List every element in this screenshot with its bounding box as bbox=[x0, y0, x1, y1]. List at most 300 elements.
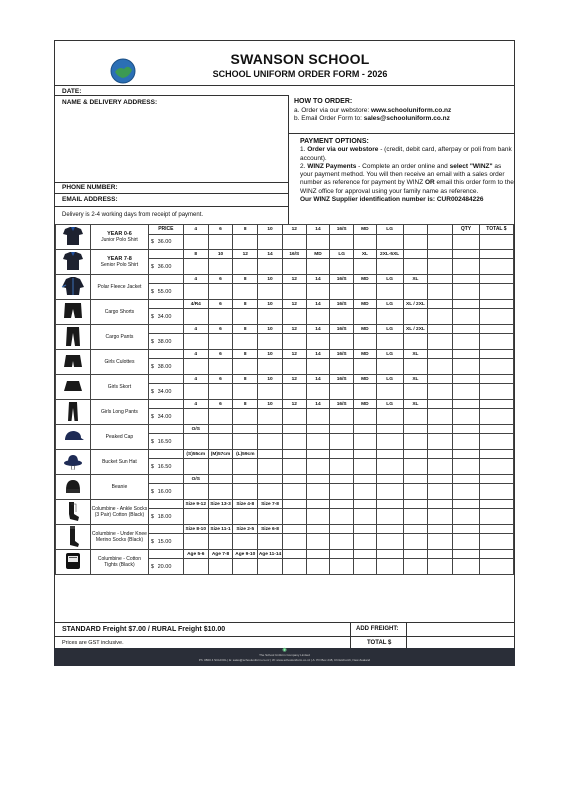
size-qty-cell[interactable] bbox=[208, 409, 233, 425]
size-qty-cell[interactable] bbox=[330, 534, 354, 550]
total-cell[interactable] bbox=[479, 284, 513, 300]
total-cell[interactable] bbox=[479, 484, 513, 500]
size-qty-cell[interactable] bbox=[306, 309, 330, 325]
size-qty-cell[interactable] bbox=[330, 334, 354, 350]
item-icon-cell bbox=[56, 550, 91, 575]
size-label bbox=[330, 425, 354, 434]
size-qty-cell[interactable] bbox=[428, 509, 453, 525]
size-qty-cell[interactable] bbox=[208, 259, 233, 275]
size-qty-cell[interactable] bbox=[330, 434, 354, 450]
size-qty-cell[interactable] bbox=[376, 434, 403, 450]
size-qty-cell[interactable] bbox=[208, 509, 233, 525]
size-qty-cell[interactable] bbox=[428, 284, 453, 300]
size-qty-cell[interactable] bbox=[403, 234, 428, 249]
size-qty-cell[interactable] bbox=[306, 484, 330, 500]
total-spacer bbox=[479, 425, 513, 434]
webstore-link[interactable]: www.schooluniform.co.nz bbox=[370, 106, 452, 114]
size-qty-cell[interactable] bbox=[282, 484, 306, 500]
size-label: LG bbox=[376, 325, 403, 334]
size-label: MD bbox=[354, 275, 377, 284]
size-qty-cell[interactable] bbox=[403, 409, 428, 425]
item-year-label: YEAR 7-8 bbox=[107, 256, 132, 262]
qty-spacer bbox=[453, 250, 480, 259]
size-qty-cell[interactable] bbox=[282, 434, 306, 450]
size-label: 16/S bbox=[330, 325, 354, 334]
size-label bbox=[330, 550, 354, 559]
size-label bbox=[282, 475, 306, 484]
price-spacer bbox=[148, 300, 183, 309]
item-name bbox=[91, 550, 149, 575]
size-label: 6 bbox=[208, 375, 233, 384]
size-qty-cell[interactable] bbox=[376, 509, 403, 525]
size-qty-cell[interactable] bbox=[403, 259, 428, 275]
size-qty-cell[interactable] bbox=[306, 234, 330, 249]
item-price: 34.00 bbox=[158, 409, 184, 425]
size-qty-cell[interactable] bbox=[183, 434, 208, 450]
item-description: Columbine - Under Knee Merino Socks (Black) bbox=[91, 531, 147, 543]
size-qty-cell[interactable] bbox=[282, 559, 306, 575]
qty-cell[interactable] bbox=[453, 234, 480, 249]
size-label: 12 bbox=[282, 400, 306, 409]
item-year-label: YEAR 0-6 bbox=[107, 231, 132, 237]
sales-email-link[interactable]: sales@schooluniform.co.nz bbox=[363, 115, 450, 122]
size-qty-cell[interactable] bbox=[330, 509, 354, 525]
size-qty-cell[interactable] bbox=[258, 384, 283, 400]
size-qty-cell[interactable] bbox=[330, 559, 354, 575]
item-icon-cell bbox=[56, 275, 91, 300]
size-qty-cell[interactable] bbox=[428, 384, 453, 400]
size-qty-cell[interactable] bbox=[233, 409, 258, 425]
size-qty-cell[interactable] bbox=[282, 509, 306, 525]
how-to-heading: HOW TO ORDER: bbox=[294, 98, 353, 105]
size-qty-cell[interactable] bbox=[330, 459, 354, 475]
size-qty-cell[interactable] bbox=[354, 359, 377, 375]
size-label bbox=[428, 250, 453, 259]
size-qty-cell[interactable] bbox=[258, 459, 283, 475]
beanie-icon bbox=[61, 475, 85, 497]
size-qty-cell[interactable] bbox=[183, 509, 208, 525]
size-label bbox=[354, 500, 377, 509]
size-qty-cell[interactable] bbox=[183, 409, 208, 425]
size-qty-cell[interactable] bbox=[258, 359, 283, 375]
size-qty-cell[interactable] bbox=[376, 534, 403, 550]
total-cell[interactable] bbox=[479, 309, 513, 325]
skort-icon bbox=[61, 375, 85, 397]
item-description: Peaked Cap bbox=[105, 434, 134, 440]
qty-cell[interactable] bbox=[453, 534, 480, 550]
size-qty-cell[interactable] bbox=[208, 559, 233, 575]
tights-icon bbox=[61, 550, 85, 572]
size-qty-cell[interactable] bbox=[403, 309, 428, 325]
size-qty-cell[interactable] bbox=[258, 434, 283, 450]
size-qty-cell[interactable] bbox=[282, 334, 306, 350]
size-qty-cell[interactable] bbox=[354, 384, 377, 400]
size-qty-cell[interactable] bbox=[330, 484, 354, 500]
size-label: MD bbox=[306, 250, 330, 259]
size-qty-cell[interactable] bbox=[208, 309, 233, 325]
item-icon-cell bbox=[56, 500, 91, 525]
size-qty-cell[interactable] bbox=[183, 484, 208, 500]
item-name bbox=[91, 450, 149, 475]
qty-cell[interactable] bbox=[453, 459, 480, 475]
size-label bbox=[428, 550, 453, 559]
size-qty-cell[interactable] bbox=[403, 384, 428, 400]
total-spacer bbox=[479, 525, 513, 534]
size-qty-cell[interactable] bbox=[282, 259, 306, 275]
size-qty-cell[interactable] bbox=[354, 509, 377, 525]
size-qty-cell[interactable] bbox=[258, 484, 283, 500]
size-qty-cell[interactable] bbox=[330, 259, 354, 275]
size-qty-cell[interactable] bbox=[354, 309, 377, 325]
total-cell[interactable] bbox=[479, 559, 513, 575]
size-qty-cell[interactable] bbox=[258, 309, 283, 325]
size-qty-cell[interactable] bbox=[428, 434, 453, 450]
size-label: 8 bbox=[233, 325, 258, 334]
size-qty-cell[interactable] bbox=[208, 534, 233, 550]
size-qty-cell[interactable] bbox=[306, 534, 330, 550]
item-description: Polar Fleece Jacket bbox=[97, 284, 142, 290]
size-label: 6 bbox=[208, 300, 233, 309]
size-qty-cell[interactable] bbox=[306, 559, 330, 575]
size-qty-cell[interactable] bbox=[403, 284, 428, 300]
size-qty-cell[interactable] bbox=[183, 534, 208, 550]
size-qty-cell[interactable] bbox=[282, 284, 306, 300]
size-label bbox=[376, 525, 403, 534]
qty-cell[interactable] bbox=[453, 559, 480, 575]
total-cell[interactable] bbox=[479, 459, 513, 475]
size-label: 16/S bbox=[282, 250, 306, 259]
total-cell[interactable] bbox=[479, 259, 513, 275]
school-name: SWANSON SCHOOL bbox=[230, 51, 370, 67]
size-qty-cell[interactable] bbox=[233, 459, 258, 475]
item-icon-cell bbox=[56, 525, 91, 550]
size-qty-cell[interactable] bbox=[183, 559, 208, 575]
size-qty-cell[interactable] bbox=[233, 509, 258, 525]
item-price: 16.50 bbox=[158, 459, 184, 475]
size-qty-cell[interactable] bbox=[376, 284, 403, 300]
size-label: 14 bbox=[306, 225, 330, 235]
size-label: 16/S bbox=[330, 400, 354, 409]
item-size-row bbox=[56, 300, 514, 309]
total-cell[interactable] bbox=[479, 409, 513, 425]
item-size-row bbox=[56, 525, 514, 534]
size-qty-cell[interactable] bbox=[282, 459, 306, 475]
size-qty-cell[interactable] bbox=[354, 234, 377, 249]
size-qty-cell[interactable] bbox=[330, 384, 354, 400]
size-qty-cell[interactable] bbox=[428, 559, 453, 575]
size-qty-cell[interactable] bbox=[282, 309, 306, 325]
size-qty-cell[interactable] bbox=[354, 559, 377, 575]
size-qty-cell[interactable] bbox=[258, 284, 283, 300]
add-freight-label: ADD FREIGHT: bbox=[356, 626, 399, 632]
size-label: Age 9-10 bbox=[233, 550, 258, 559]
size-qty-cell[interactable] bbox=[233, 434, 258, 450]
payment-option-1: 1. Order via our webstore - (credit, debit card, afterpay or poli from bank account). bbox=[300, 146, 512, 162]
size-qty-cell[interactable] bbox=[258, 234, 283, 249]
item-price: 38.00 bbox=[158, 359, 184, 375]
size-qty-cell[interactable] bbox=[403, 534, 428, 550]
size-label: 4 bbox=[183, 225, 208, 235]
size-qty-cell[interactable] bbox=[233, 309, 258, 325]
size-qty-cell[interactable] bbox=[183, 284, 208, 300]
size-qty-cell[interactable] bbox=[403, 434, 428, 450]
qty-cell[interactable] bbox=[453, 509, 480, 525]
size-qty-cell[interactable] bbox=[208, 434, 233, 450]
qty-cell[interactable] bbox=[453, 309, 480, 325]
size-qty-cell[interactable] bbox=[282, 534, 306, 550]
qty-cell[interactable] bbox=[453, 409, 480, 425]
size-label: Size 4-8 bbox=[233, 500, 258, 509]
size-qty-cell[interactable] bbox=[183, 259, 208, 275]
size-label bbox=[428, 525, 453, 534]
size-label: Size 8-10 bbox=[183, 525, 208, 534]
size-qty-cell[interactable] bbox=[183, 359, 208, 375]
size-qty-cell[interactable] bbox=[208, 234, 233, 249]
qty-spacer bbox=[453, 500, 480, 509]
size-label bbox=[354, 550, 377, 559]
size-qty-cell[interactable] bbox=[428, 409, 453, 425]
size-qty-cell[interactable] bbox=[282, 409, 306, 425]
size-qty-cell[interactable] bbox=[354, 484, 377, 500]
size-qty-cell[interactable] bbox=[183, 234, 208, 249]
size-qty-cell[interactable] bbox=[428, 259, 453, 275]
size-label: Size 13-3 bbox=[208, 500, 233, 509]
qty-cell[interactable] bbox=[453, 434, 480, 450]
item-name bbox=[91, 525, 149, 550]
how-to-order bbox=[294, 98, 451, 124]
size-label: 6 bbox=[208, 275, 233, 284]
total-cell[interactable] bbox=[479, 534, 513, 550]
size-qty-cell[interactable] bbox=[376, 334, 403, 350]
size-qty-cell[interactable] bbox=[233, 384, 258, 400]
size-qty-cell[interactable] bbox=[330, 284, 354, 300]
qty-spacer bbox=[453, 350, 480, 359]
size-label bbox=[306, 550, 330, 559]
size-qty-cell[interactable] bbox=[258, 509, 283, 525]
item-icon-cell bbox=[56, 250, 91, 275]
size-label: 14 bbox=[306, 400, 330, 409]
size-qty-cell[interactable] bbox=[183, 334, 208, 350]
size-label: XL bbox=[403, 375, 428, 384]
price-header: PRICE bbox=[148, 225, 183, 235]
size-label: 4 bbox=[183, 350, 208, 359]
size-qty-cell[interactable] bbox=[376, 234, 403, 249]
size-qty-cell[interactable] bbox=[428, 484, 453, 500]
qty-cell[interactable] bbox=[453, 359, 480, 375]
size-qty-cell[interactable] bbox=[330, 359, 354, 375]
culottes-icon bbox=[61, 350, 85, 372]
size-qty-cell[interactable] bbox=[354, 409, 377, 425]
size-qty-cell[interactable] bbox=[428, 534, 453, 550]
size-qty-cell[interactable] bbox=[233, 234, 258, 249]
size-qty-cell[interactable] bbox=[403, 559, 428, 575]
size-qty-cell[interactable] bbox=[354, 284, 377, 300]
price-spacer bbox=[148, 450, 183, 459]
size-qty-cell[interactable] bbox=[306, 459, 330, 475]
size-qty-cell[interactable] bbox=[354, 259, 377, 275]
item-name bbox=[91, 475, 149, 500]
item-description: Girls Long Pants bbox=[100, 409, 138, 415]
phone-label: PHONE NUMBER: bbox=[62, 184, 118, 191]
qty-cell[interactable] bbox=[453, 259, 480, 275]
item-icon-cell bbox=[56, 400, 91, 425]
size-label bbox=[233, 475, 258, 484]
qty-cell[interactable] bbox=[453, 284, 480, 300]
size-label: LG bbox=[376, 400, 403, 409]
total-cell[interactable] bbox=[479, 234, 513, 249]
size-qty-cell[interactable] bbox=[183, 459, 208, 475]
size-label: 6 bbox=[208, 225, 233, 235]
currency-symbol: $ bbox=[148, 559, 157, 575]
size-qty-cell[interactable] bbox=[233, 334, 258, 350]
size-label: 14 bbox=[306, 375, 330, 384]
size-qty-cell[interactable] bbox=[306, 259, 330, 275]
size-qty-cell[interactable] bbox=[428, 309, 453, 325]
size-qty-cell[interactable] bbox=[233, 559, 258, 575]
price-spacer bbox=[148, 400, 183, 409]
size-label: 12 bbox=[282, 275, 306, 284]
size-qty-cell[interactable] bbox=[403, 334, 428, 350]
size-qty-cell[interactable] bbox=[403, 509, 428, 525]
size-qty-cell[interactable] bbox=[258, 534, 283, 550]
size-qty-cell[interactable] bbox=[376, 459, 403, 475]
total-spacer bbox=[479, 275, 513, 284]
total-spacer bbox=[479, 250, 513, 259]
size-label: 8 bbox=[233, 300, 258, 309]
item-name bbox=[91, 500, 149, 525]
size-label bbox=[403, 550, 428, 559]
size-label bbox=[428, 400, 453, 409]
size-label bbox=[376, 500, 403, 509]
size-qty-cell[interactable] bbox=[183, 384, 208, 400]
company-footer-band bbox=[54, 648, 515, 666]
qty-spacer bbox=[453, 475, 480, 484]
size-label: 10 bbox=[258, 325, 283, 334]
size-qty-cell[interactable] bbox=[376, 384, 403, 400]
size-qty-cell[interactable] bbox=[306, 359, 330, 375]
size-qty-cell[interactable] bbox=[428, 459, 453, 475]
size-qty-cell[interactable] bbox=[233, 359, 258, 375]
total-cell[interactable] bbox=[479, 359, 513, 375]
size-label: 12 bbox=[282, 375, 306, 384]
size-label: (S)55cm bbox=[183, 450, 208, 459]
size-qty-cell[interactable] bbox=[306, 509, 330, 525]
size-label: LG bbox=[376, 375, 403, 384]
how-to-b-text: b. Email Order Form to: bbox=[294, 115, 364, 122]
qty-spacer bbox=[453, 425, 480, 434]
size-qty-cell[interactable] bbox=[306, 384, 330, 400]
size-qty-cell[interactable] bbox=[258, 334, 283, 350]
size-label: (M)57cm bbox=[208, 450, 233, 459]
size-qty-cell[interactable] bbox=[208, 484, 233, 500]
size-qty-cell[interactable] bbox=[282, 384, 306, 400]
size-qty-cell[interactable] bbox=[330, 234, 354, 249]
size-qty-cell[interactable] bbox=[428, 359, 453, 375]
item-icon-cell bbox=[56, 375, 91, 400]
size-label: 12 bbox=[282, 325, 306, 334]
qty-cell[interactable] bbox=[453, 384, 480, 400]
item-size-row bbox=[56, 450, 514, 459]
size-qty-cell[interactable] bbox=[233, 259, 258, 275]
size-label bbox=[354, 475, 377, 484]
total-spacer bbox=[479, 375, 513, 384]
item-price: 16.50 bbox=[158, 434, 184, 450]
size-qty-cell[interactable] bbox=[208, 459, 233, 475]
size-qty-cell[interactable] bbox=[282, 359, 306, 375]
size-qty-cell[interactable] bbox=[233, 484, 258, 500]
size-qty-cell[interactable] bbox=[306, 334, 330, 350]
size-qty-cell[interactable] bbox=[376, 409, 403, 425]
size-qty-cell[interactable] bbox=[428, 234, 453, 249]
currency-symbol: $ bbox=[148, 384, 157, 400]
size-qty-cell[interactable] bbox=[258, 259, 283, 275]
item-price: 55.00 bbox=[158, 284, 184, 300]
size-qty-cell[interactable] bbox=[376, 359, 403, 375]
item-description: Girls Culottes bbox=[104, 359, 135, 365]
qty-cell[interactable] bbox=[453, 484, 480, 500]
size-qty-cell[interactable] bbox=[354, 334, 377, 350]
size-qty-cell[interactable] bbox=[258, 559, 283, 575]
size-qty-cell[interactable] bbox=[208, 384, 233, 400]
size-qty-cell[interactable] bbox=[282, 234, 306, 249]
size-qty-cell[interactable] bbox=[330, 409, 354, 425]
item-icon-cell bbox=[56, 300, 91, 325]
total-cell[interactable] bbox=[479, 384, 513, 400]
size-qty-cell[interactable] bbox=[233, 284, 258, 300]
size-qty-cell[interactable] bbox=[233, 534, 258, 550]
size-qty-cell[interactable] bbox=[354, 534, 377, 550]
freight-note: STANDARD Freight $7.00 / RURAL Freight $10.00 bbox=[62, 626, 226, 633]
size-qty-cell[interactable] bbox=[208, 359, 233, 375]
size-qty-cell[interactable] bbox=[306, 409, 330, 425]
total-spacer bbox=[479, 500, 513, 509]
item-price: 16.00 bbox=[158, 484, 184, 500]
qty-cell[interactable] bbox=[453, 334, 480, 350]
size-qty-cell[interactable] bbox=[354, 434, 377, 450]
size-label bbox=[428, 225, 453, 235]
size-qty-cell[interactable] bbox=[403, 359, 428, 375]
size-qty-cell[interactable] bbox=[376, 484, 403, 500]
size-label: 14 bbox=[306, 275, 330, 284]
size-label bbox=[258, 450, 283, 459]
size-label: 6 bbox=[208, 350, 233, 359]
size-qty-cell[interactable] bbox=[376, 309, 403, 325]
size-qty-cell[interactable] bbox=[354, 459, 377, 475]
footer-contact: Ph: 0800 4 SCHOOL | E: sales@schooluniform.co.nz | W: www.schooluniform.co.nz | A: PO Box 248, Christchurch, New Zealand bbox=[198, 658, 371, 662]
total-cell[interactable] bbox=[479, 509, 513, 525]
size-qty-cell[interactable] bbox=[306, 434, 330, 450]
size-qty-cell[interactable] bbox=[183, 309, 208, 325]
size-qty-cell[interactable] bbox=[376, 559, 403, 575]
size-qty-cell[interactable] bbox=[306, 284, 330, 300]
size-label bbox=[428, 325, 453, 334]
total-cell[interactable] bbox=[479, 434, 513, 450]
size-qty-cell[interactable] bbox=[258, 409, 283, 425]
size-label: MD bbox=[354, 325, 377, 334]
size-qty-cell[interactable] bbox=[403, 459, 428, 475]
size-qty-cell[interactable] bbox=[428, 334, 453, 350]
item-name bbox=[91, 275, 149, 300]
total-cell[interactable] bbox=[479, 334, 513, 350]
size-qty-cell[interactable] bbox=[403, 484, 428, 500]
size-qty-cell[interactable] bbox=[208, 334, 233, 350]
size-qty-cell[interactable] bbox=[376, 259, 403, 275]
socks-icon bbox=[61, 500, 85, 522]
size-label: LG bbox=[376, 300, 403, 309]
item-icon-cell bbox=[56, 425, 91, 450]
size-qty-cell[interactable] bbox=[208, 284, 233, 300]
size-qty-cell[interactable] bbox=[330, 309, 354, 325]
